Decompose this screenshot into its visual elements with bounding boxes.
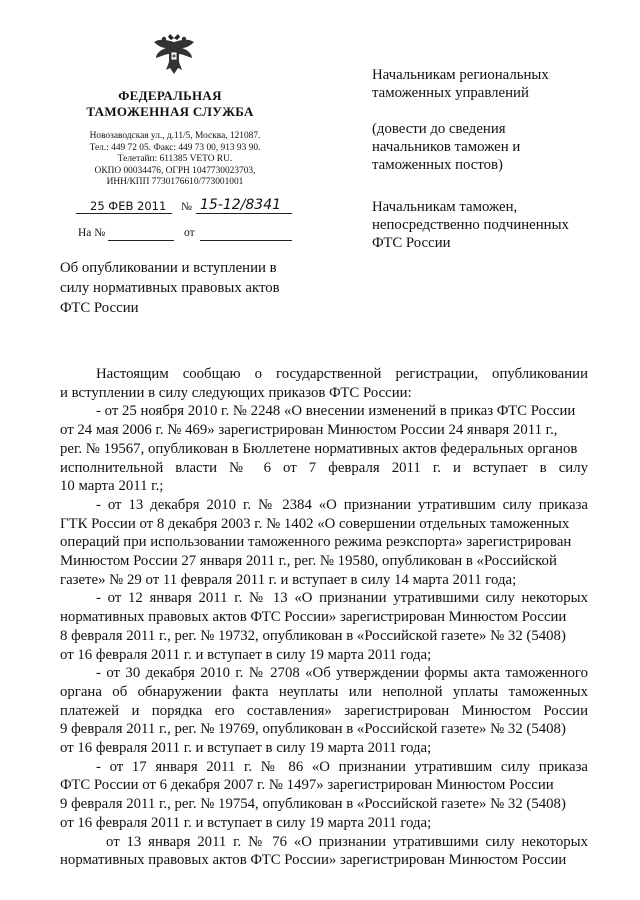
outgoing-date: 25 ФЕВ 2011 — [90, 199, 167, 213]
address-line: Телетайп: 611385 VETO RU. — [117, 154, 233, 165]
reference-date-label: от — [184, 227, 195, 239]
date-underline — [76, 213, 172, 214]
body-line: рег. № 19567, опубликован в Бюллетене нормативных актов федеральных органов — [60, 440, 578, 457]
recipient-spacer — [372, 174, 569, 198]
reference-number-label: На № — [78, 227, 106, 239]
body-line: исполнительной власти № 6 от 7 февраля 2011 г. и вступает в силу — [60, 459, 588, 476]
body-line: операций при использовании таможенного режима реэкспорта» зарегистрирован — [60, 534, 572, 551]
body-line: и вступлении в силу следующих приказов ФТС России: — [60, 384, 412, 401]
body-line: - от 12 января 2011 г. № 13 «О признании утратившими силу некоторых — [96, 590, 588, 607]
recipient-spacer — [372, 102, 569, 120]
recipient-line: таможенных постов) — [372, 157, 503, 173]
recipient-line: ФТС России — [372, 235, 451, 251]
letter-subject — [60, 258, 280, 318]
body-line: нормативных правовых актов ФТС России» зарегистрирован Минюстом России — [60, 609, 567, 626]
recipient-line: таможенных управлений — [372, 85, 529, 101]
body-line: органа об обнаружении факта неуплаты или неполной уплаты таможенных — [60, 683, 588, 700]
body-line: платежей и порядка его составления» зарегистрирован Минюстом России — [60, 702, 588, 719]
body-line: от 16 февраля 2011 г. и вступает в силу 19 марта 2011 года; — [60, 646, 432, 663]
recipients-block — [372, 66, 569, 252]
body-line: Минюстом России 27 января 2011 г., рег. № 19580, опубликован в «Российской — [60, 553, 557, 570]
agency-name-line1: ФЕДЕРАЛЬНАЯ — [118, 88, 222, 103]
body-line: ГТК России от 8 декабря 2003 г. № 1402 «О совершении отдельных таможенных — [60, 515, 570, 532]
address-line: ОКПО 00034476, ОГРН 1047730023703, — [94, 165, 256, 176]
recipient-line: Начальникам таможен, — [372, 199, 518, 215]
body-line: - от 13 декабря 2010 г. № 2384 «О признании утратившим силу приказа — [96, 496, 588, 513]
body-line: от 24 мая 2006 г. № 469» зарегистрирован Минюстом России 24 января 2011 г., — [60, 422, 558, 439]
body-line: 9 февраля 2011 г., рег. № 19754, опубликован в «Российской газете» № 32 (5408) — [60, 796, 566, 813]
recipient-line: непосредственно подчиненных — [372, 217, 569, 233]
address-line: Новозаводская ул., д.11/5, Москва, 121087. — [89, 131, 261, 141]
recipient-line: Начальникам региональных — [372, 67, 549, 83]
agency-address-block — [70, 131, 280, 189]
recipient-line: (довести до сведения — [372, 121, 506, 137]
subject-line: Об опубликовании и вступлении в — [60, 260, 277, 276]
body-line: газете» № 29 от 11 февраля 2011 г. и вступает в силу 14 марта 2011 года; — [60, 571, 517, 588]
body-line: 10 марта 2011 г.; — [60, 478, 164, 495]
body-line: от 16 февраля 2011 г. и вступает в силу 19 марта 2011 года; — [60, 740, 432, 757]
body-line: от 13 января 2011 г. № 76 «О признании утратившими силу некоторых — [106, 833, 588, 850]
body-line: нормативных правовых актов ФТС России» зарегистрирован Минюстом России — [60, 852, 567, 869]
address-line: Тел.: 449 72 05. Факс: 449 73 00, 913 93 90. — [89, 142, 261, 153]
number-underline — [196, 213, 292, 214]
body-line: ФТС России от 6 декабря 2007 г. № 1497» зарегистрирован Минюстом России — [60, 777, 554, 794]
body-line: - от 17 января 2011 г. № 86 «О признании утратившим силу приказа — [96, 758, 588, 775]
double-headed-eagle-emblem-icon — [150, 30, 198, 78]
body-line: - от 25 ноября 2010 г. № 2248 «О внесении изменений в приказ ФТС России — [96, 403, 576, 420]
recipient-line: начальников таможен и — [372, 139, 521, 155]
reference-date-underline — [200, 240, 292, 241]
agency-name-line2: ТАМОЖЕННАЯ СЛУЖБА — [86, 104, 254, 119]
body-line: - от 30 декабря 2010 г. № 2708 «Об утверждении формы акта таможенного — [96, 665, 588, 682]
body-line: 9 февраля 2011 г., рег. № 19769, опубликован в «Российской газете» № 32 (5408) — [60, 721, 566, 738]
letter-body — [60, 365, 588, 870]
outgoing-number: 15-12/8341 — [200, 197, 282, 213]
address-line: ИНН/КПП 7730176610/773001001 — [106, 177, 244, 188]
body-line: от 16 февраля 2011 г. и вступает в силу 19 марта 2011 года; — [60, 814, 432, 831]
number-label: № — [181, 201, 192, 213]
subject-line: силу нормативных правовых актов — [60, 280, 280, 296]
body-line: Настоящим сообщаю о государственной регистрации, опубликовании — [96, 366, 588, 382]
subject-line: ФТС России — [60, 300, 139, 316]
body-line: 8 февраля 2011 г., рег. № 19732, опубликован в «Российской газете» № 32 (5408) — [60, 627, 566, 644]
reference-number-underline — [108, 240, 174, 241]
